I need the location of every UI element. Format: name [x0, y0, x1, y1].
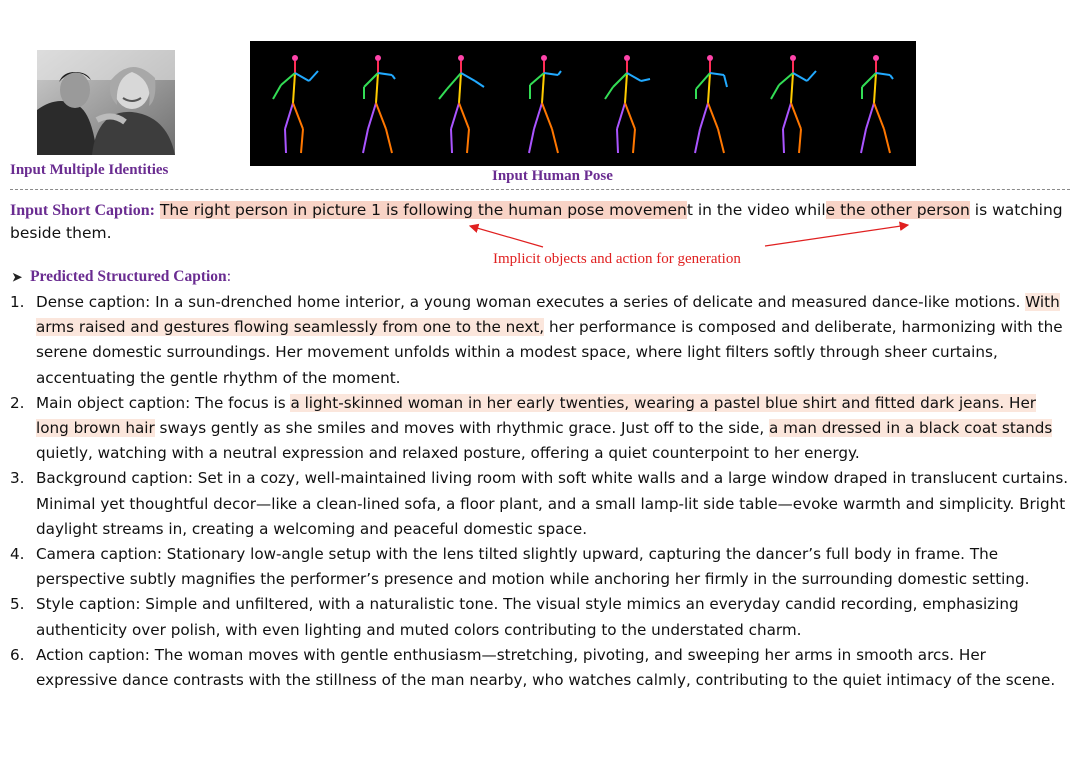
list-item: 4. Camera caption: Stationary low-angle setup with the lens tilted slightly upward, capturing the dancer’s full body in frame. The perspective subtly magnifies the performer’s presence and motion while anchoring her firmly in the surrounding domestic setting. — [10, 545, 1030, 589]
short-caption-highlight-1: The right person in picture 1 is following the human pose movemen — [159, 201, 687, 219]
pose-sequence-strip — [250, 41, 916, 166]
structured-caption-list — [10, 290, 1072, 693]
section-divider — [10, 189, 1070, 190]
annotation-text: Implicit objects and action for generation — [493, 251, 741, 267]
short-caption-tail: is watching beside them. — [10, 201, 1063, 242]
identity-photo — [37, 50, 175, 155]
input-pose-label: Input Human Pose — [492, 168, 613, 184]
caption-highlight: With arms raised and gestures flowing seamlessly from one to the next, — [36, 293, 1060, 337]
caption-highlight: a light-skinned woman in her early twenties, wearing a pastel blue shirt and fitted dark jeans. Her long brown hair — [36, 393, 1037, 438]
input-identities-label: Input Multiple Identities — [10, 162, 169, 178]
short-caption-text: t in the video whil — [686, 201, 826, 219]
predicted-caption-title: ➤ Predicted Structured Caption: — [12, 268, 231, 285]
short-caption-highlight-2: e the other person — [825, 201, 970, 219]
short-caption-label: Input Short Caption — [10, 202, 150, 219]
short-caption: Input Short Caption: The right person in picture 1 is following the human pose movement in the video while the other person is watching beside them. — [10, 201, 1063, 242]
list-item: 6. Action caption: The woman moves with gentle enthusiasm—stretching, pivoting, and sweeping her arms in smooth arcs. Her expressive dance contrasts with the stillness of the man nearby, who watches calmly, contributing to the quiet intimacy of the scene. — [10, 645, 1056, 690]
list-item: 3. Background caption: Set in a cozy, well-maintained living room with soft white walls and a large window draped in translucent curtains. Minimal yet thoughtful decor—like a clean-lined sofa, a floor plant, and a small lamp-lit side table—evoke warmth and simplicity. Bright daylight streams in, creating a welcoming and peaceful domestic space. — [10, 469, 1069, 538]
list-item: 2. Main object caption: The focus is a light-skinned woman in her early twenties, wearing a pastel blue shirt and fitted dark jeans. Her long brown hair sways gently as she smiles and moves with rhythmic grace. Just off to the side, a man dressed in a black coat stands quietly, watching with a neutral expression and relaxed posture, offering a quiet counterpoint to her energy. — [10, 393, 1053, 463]
list-item: 1. Dense caption: In a sun-drenched home interior, a young woman executes a series of delicate and measured dance-like motions. With arms raised and gestures flowing seamlessly from one to the next, her performance is composed and deliberate, harmonizing with the serene domestic surroundings. Her movement unfolds within a modest space, where light filters softly through sheer curtains, accentuating the gentle rhythm of the moment. — [10, 293, 1063, 387]
list-item: 5. Style caption: Simple and unfiltered, with a naturalistic tone. The visual style mimics an everyday candid recording, emphasizing authenticity over polish, with even lighting and muted colors contributing to the understated charm. — [10, 595, 1019, 639]
caption-highlight: a man dressed in a black coat stands — [769, 419, 1053, 438]
bullet-arrow-icon: ➤ — [12, 270, 23, 284]
